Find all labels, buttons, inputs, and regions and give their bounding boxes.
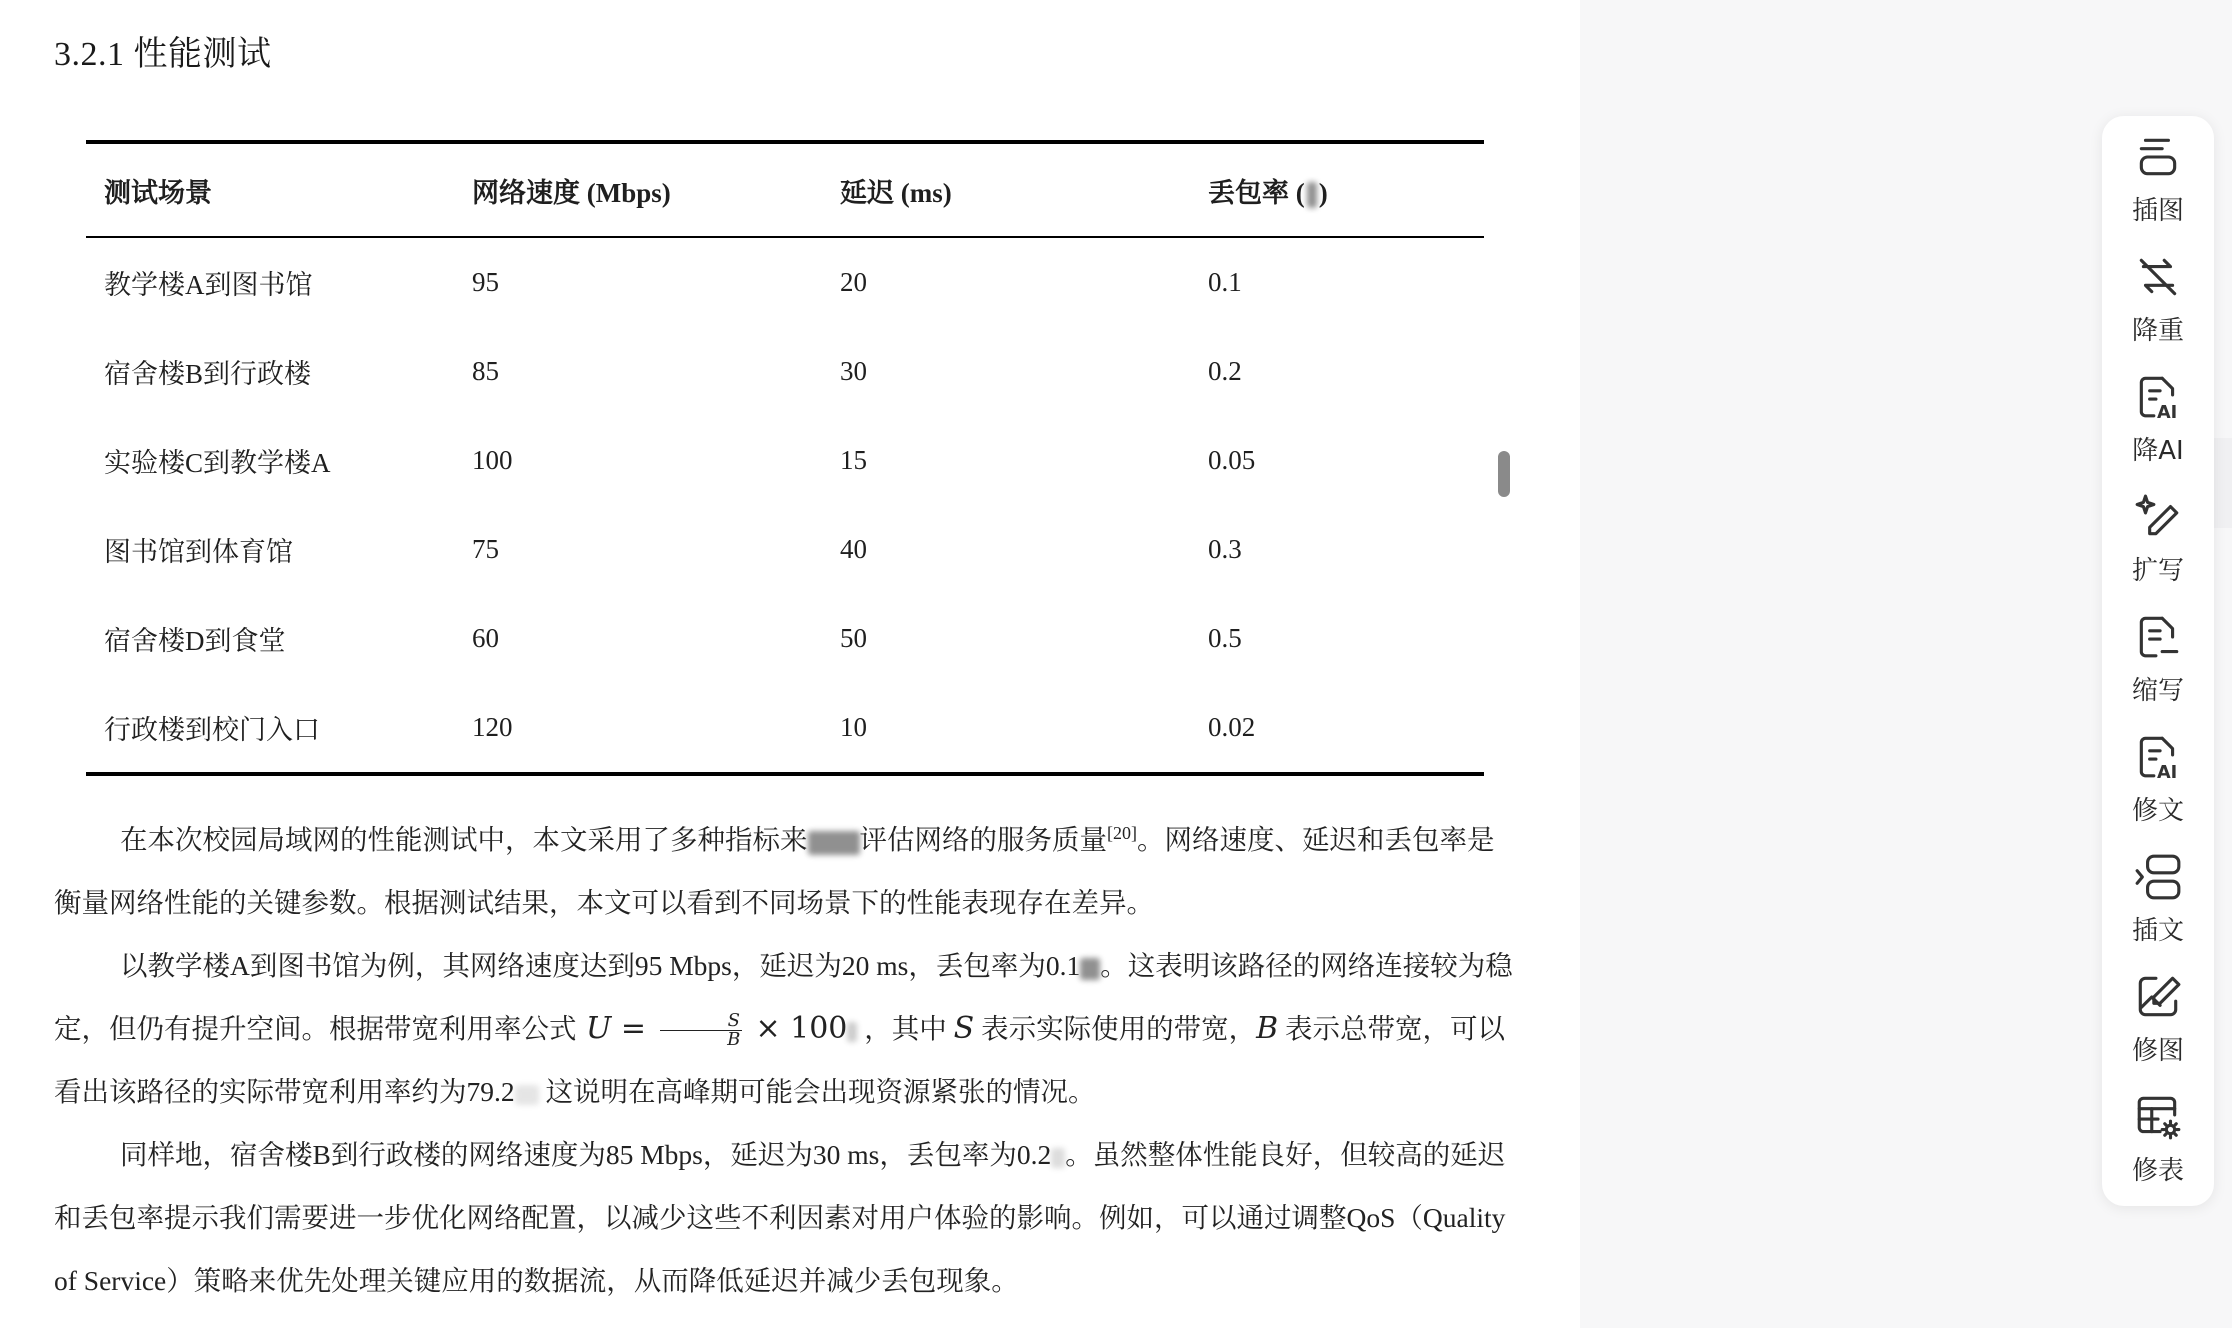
- formula: U = $\frac{S}{B}$ × 100: [586, 1009, 848, 1050]
- tool-label: 修图: [2131, 1036, 2184, 1066]
- cell-latency: 30: [840, 356, 867, 386]
- expand-icon: [2133, 492, 2183, 542]
- cell-speed: 95: [472, 267, 499, 297]
- performance-table: [86, 140, 1484, 776]
- cell-scenario: 宿舍楼D到食堂: [104, 626, 286, 656]
- tool-expand[interactable]: [2102, 492, 2214, 602]
- cell-scenario: 实验楼C到教学楼A: [104, 448, 331, 478]
- edit-image-icon: [2133, 972, 2183, 1022]
- header-speed: 网络速度 (Mbps): [454, 142, 822, 237]
- cell-latency: 50: [840, 623, 867, 653]
- cell-latency: 20: [840, 267, 867, 297]
- tool-reduce-ai[interactable]: [2102, 372, 2214, 482]
- cell-speed: 100: [472, 445, 513, 475]
- table-header-row: [86, 142, 1484, 237]
- tool-label: 插文: [2131, 916, 2184, 946]
- header-latency: 延迟 (ms): [822, 142, 1190, 237]
- ai-toolbar: [2102, 116, 2214, 1206]
- cell-latency: 15: [840, 445, 867, 475]
- paragraph-1: 在本次校园局域网的性能测试中，本文采用了多种指标来 评估网络的服务质量[20]。网络速度、延迟和丢包率是衡量网络性能的关键参数。根据测试结果，本文可以看到不同场景下的性能表现存在差异。: [54, 822, 1495, 918]
- table-row: [86, 416, 1484, 505]
- revise-text-icon: [2133, 732, 2183, 782]
- body-text: [54, 808, 1514, 1312]
- cell-speed: 85: [472, 356, 499, 386]
- tool-label: 修表: [2131, 1156, 2184, 1186]
- citation[interactable]: [20]: [1107, 822, 1137, 843]
- insert-image-icon: [2133, 132, 2183, 182]
- cell-packet-loss: 0.5: [1208, 623, 1242, 653]
- cell-packet-loss: 0.1: [1208, 267, 1242, 297]
- tool-insert-text[interactable]: [2102, 852, 2214, 962]
- cell-packet-loss: 0.05: [1208, 445, 1256, 475]
- reduce-ai-icon: [2133, 372, 2183, 422]
- svg-text:AI: AI: [2156, 402, 2178, 422]
- svg-text:AI: AI: [2156, 762, 2178, 782]
- section-heading: 3.2.1 性能测试: [54, 36, 272, 73]
- tool-label: 降重: [2131, 316, 2184, 346]
- cell-scenario: 宿舍楼B到行政楼: [104, 359, 312, 389]
- edit-table-icon: [2133, 1092, 2183, 1142]
- tool-label: 降AI: [2132, 436, 2184, 466]
- insert-text-icon: [2133, 852, 2183, 902]
- table-row: [86, 237, 1484, 327]
- cell-packet-loss: 0.3: [1208, 534, 1242, 564]
- table-row: [86, 505, 1484, 594]
- header-packet-loss: 丢包率 ( ): [1190, 142, 1484, 237]
- tool-revise-text[interactable]: [2102, 732, 2214, 842]
- tool-dedup[interactable]: [2102, 252, 2214, 362]
- cell-speed: 75: [472, 534, 499, 564]
- cell-speed: 60: [472, 623, 499, 653]
- tool-abbreviate[interactable]: [2102, 612, 2214, 722]
- cell-scenario: 图书馆到体育馆: [104, 537, 293, 567]
- cell-speed: 120: [454, 683, 822, 774]
- cell-packet-loss: 0.2: [1208, 356, 1242, 386]
- table-row: [86, 683, 1484, 774]
- header-scenario: 测试场景: [86, 142, 454, 237]
- cell-scenario: 教学楼A到图书馆: [104, 270, 313, 300]
- cell-latency: 10: [822, 683, 1190, 774]
- tool-edit-image[interactable]: [2102, 972, 2214, 1082]
- paragraph-3: 同样地，宿舍楼B到行政楼的网络速度为85 Mbps，延迟为30 ms，丢包率为0.2 。虽然整体性能良好，但较高的延迟和丢包率提示我们需要进一步优化网络配置，以减少这些不利因素对用户体验的影响。例如，可以通过调整QoS（Quality of Service）策略来优先处理关键应用的数据流，从而降低延迟并减少丢包现象。: [54, 1139, 1506, 1296]
- tool-insert-image[interactable]: [2102, 132, 2214, 242]
- table-row: [86, 327, 1484, 416]
- dedup-icon: [2133, 252, 2183, 302]
- tool-label: 扩写: [2131, 556, 2184, 586]
- tool-label: 修文: [2131, 796, 2184, 826]
- abbreviate-icon: [2133, 612, 2183, 662]
- tool-label: 缩写: [2131, 676, 2184, 706]
- paragraph-2: 以教学楼A到图书馆为例，其网络速度达到95 Mbps，延迟为20 ms，丢包率为0.1 。这表明该路径的网络连接较为稳定，但仍有提升空间。根据带宽利用率公式 U = $\frac{S}{B}$ × 100 ，其中 S 表示实际使用的带宽，B 表示总带宽，可以看出该路径的实际带宽利用率约为79.2 这说明在高峰期可能会出现资源紧张的情况。: [54, 950, 1513, 1107]
- cell-packet-loss: 0.02: [1190, 683, 1484, 774]
- table-row: [86, 594, 1484, 683]
- tool-label: 插图: [2131, 196, 2184, 226]
- tool-edit-table[interactable]: [2102, 1092, 2214, 1202]
- cell-latency: 40: [840, 534, 867, 564]
- scrollbar-thumb[interactable]: [1498, 451, 1510, 497]
- cell-scenario: 行政楼到校门入口: [86, 683, 454, 774]
